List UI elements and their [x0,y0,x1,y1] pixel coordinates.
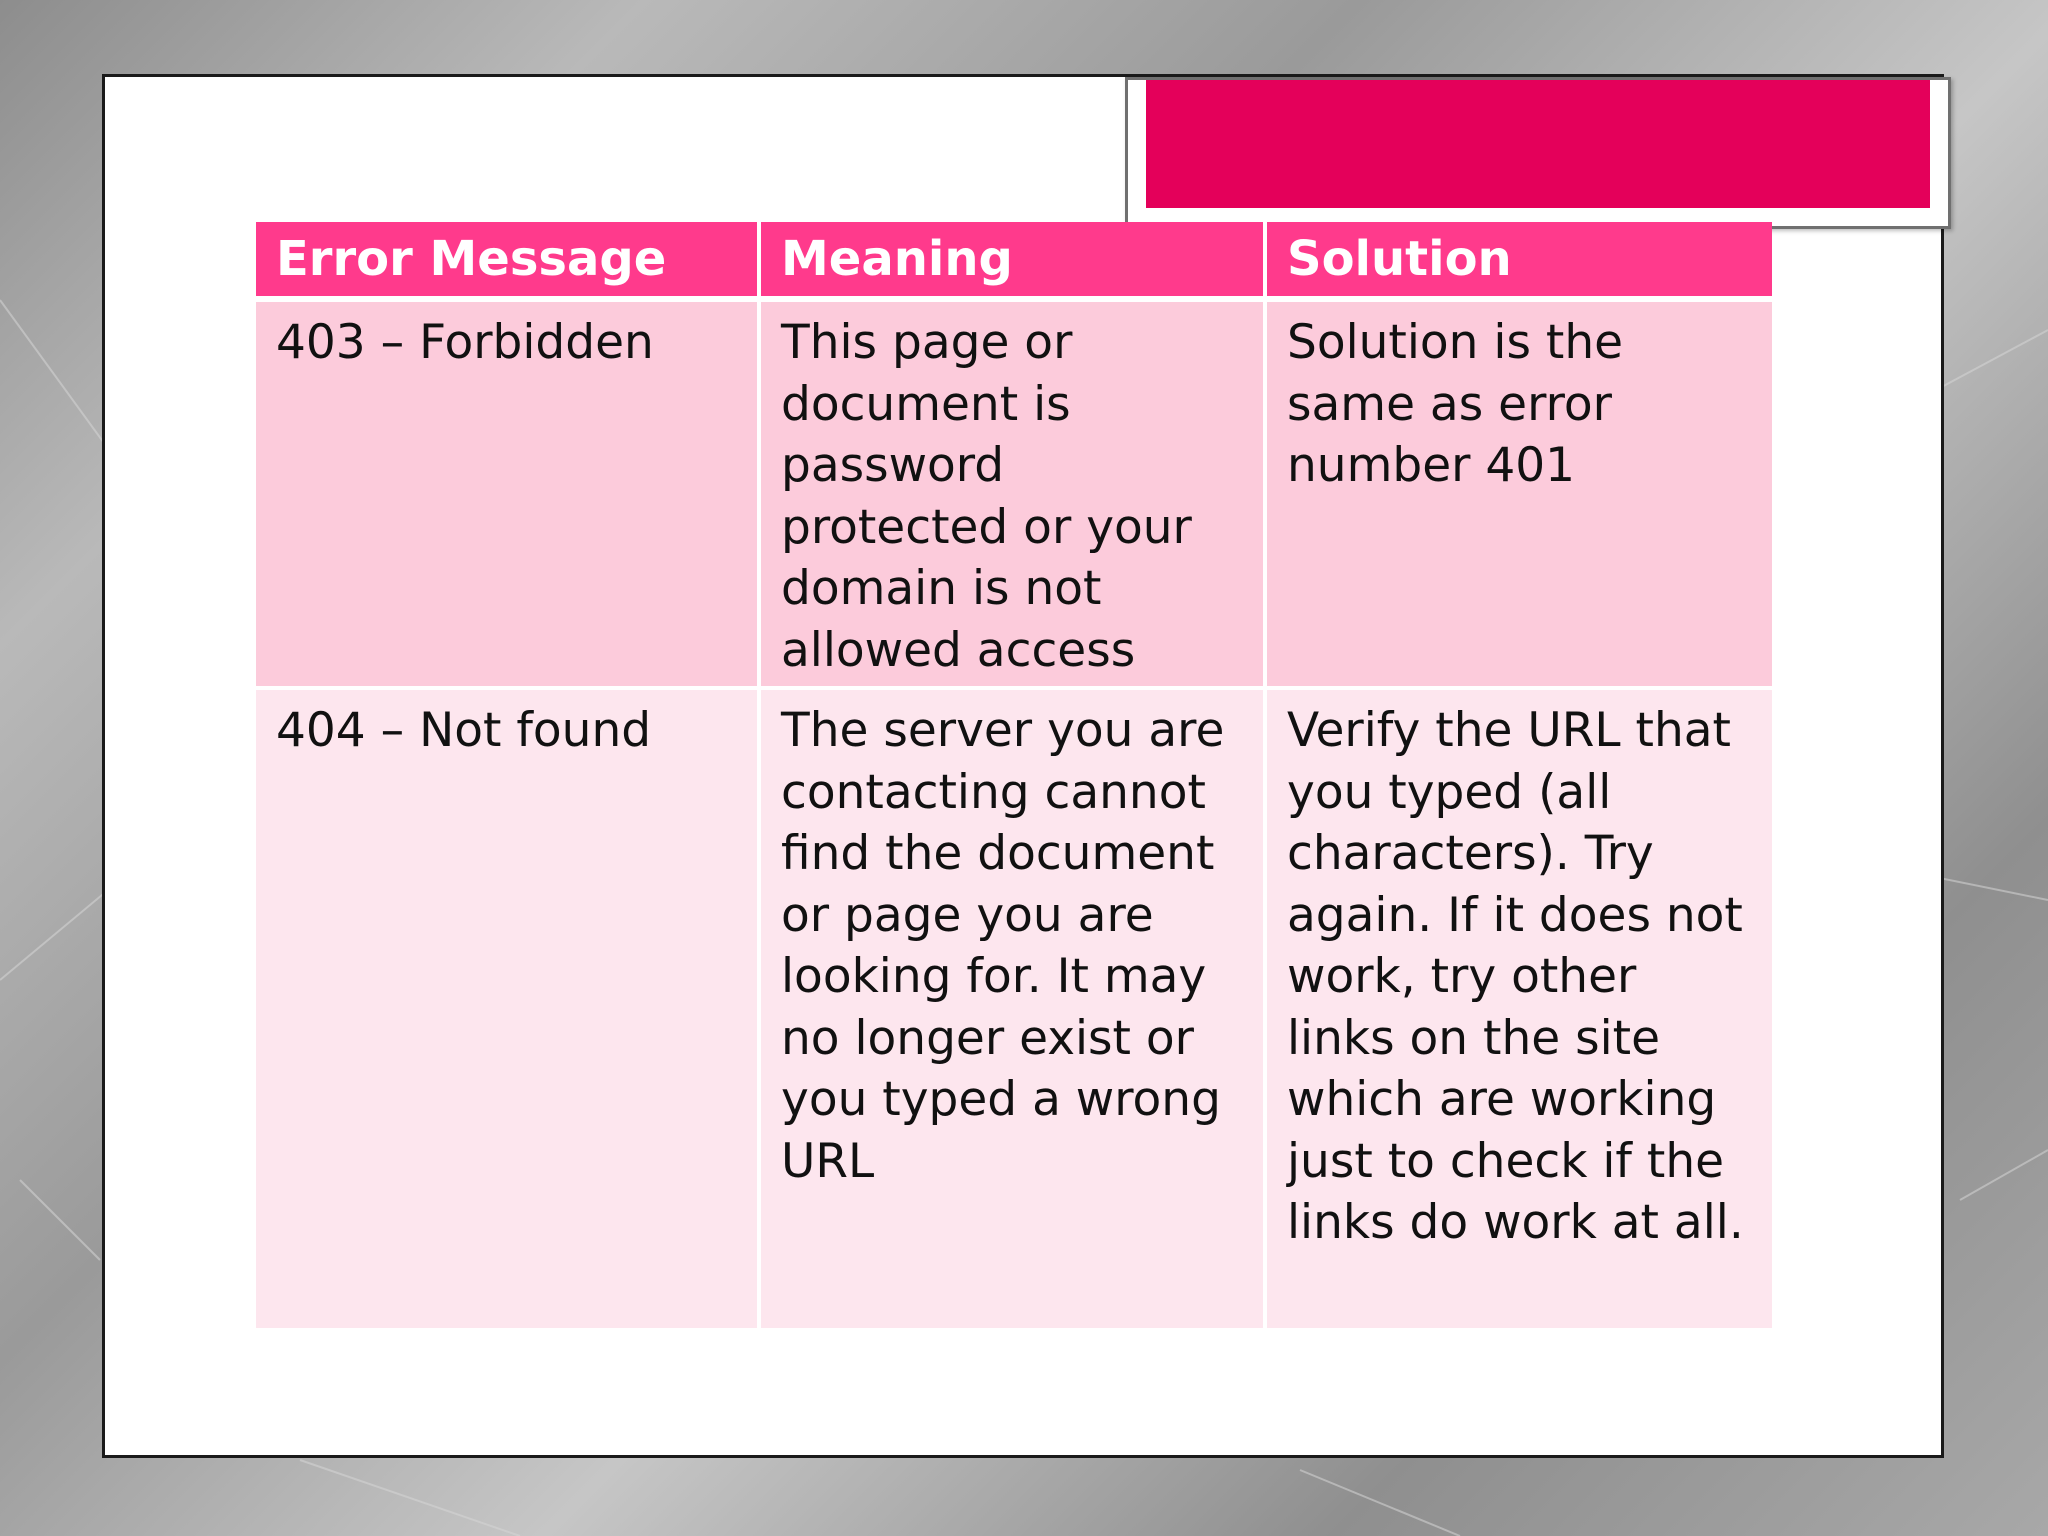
cell-solution: Verify the URL that you typed (all characters). Try again. If it does not work, try other links on the site which are working just to check if the links do work at all. [1267,690,1772,1332]
cell-error: 404 – Not found [256,690,761,1332]
table-row [256,690,1772,1332]
cell-meaning: The server you are contacting cannot find the document or page you are looking for. It may no longer exist or you typed a wrong URL [761,690,1267,1332]
header-solution: Solution [1267,222,1772,302]
error-table [256,222,1772,1332]
header-error-message: Error Message [256,222,761,302]
cell-meaning: This page or document is password protected or your domain is not allowed access [761,302,1267,690]
header-meaning: Meaning [761,222,1267,302]
table-row [256,302,1772,690]
title-accent-bar [1146,80,1930,208]
cell-error: 403 – Forbidden [256,302,761,690]
cell-solution: Solution is the same as error number 401 [1267,302,1772,690]
title-accent-frame [1125,77,1951,229]
table-header-row [256,222,1772,302]
